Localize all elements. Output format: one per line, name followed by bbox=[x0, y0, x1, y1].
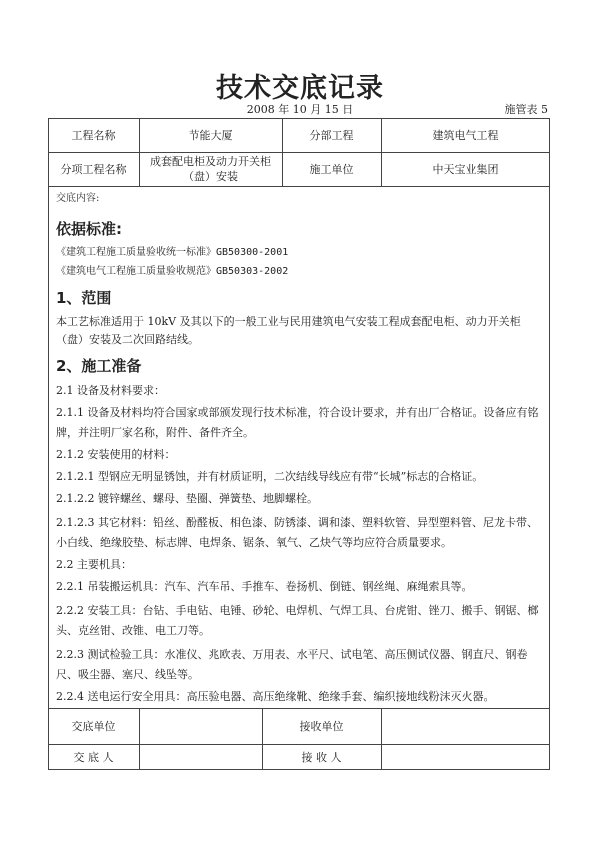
prep-heading: 2、施工准备 bbox=[56, 357, 142, 375]
paragraph: 2.1.2.1 型钢应无明显锈蚀，并有材质证明，二次结线导线应有带“长城”标志的合格证。 bbox=[56, 470, 484, 483]
handover-person-value bbox=[139, 744, 262, 770]
handover-unit-label: 交底单位 bbox=[71, 719, 116, 733]
receiver-unit-value bbox=[381, 708, 550, 744]
handover-person-label: 交 底 人 bbox=[73, 750, 114, 764]
paragraph: 2.1.2.2 镀锌螺丝、螺母、垫圈、弹簧垫、地脚螺栓。 bbox=[56, 492, 318, 505]
contractor-value: 中天宝业集团 bbox=[432, 162, 499, 176]
form-number: 施管表 5 bbox=[504, 103, 548, 116]
project-name-label: 工程名称 bbox=[71, 128, 116, 142]
paragraph: 2.2.3 测试检验工具：水准仪、兆欧表、万用表、水平尺、试电笔、高压侧试仪器、钢直尺、钢卷尺、吸尘器、塞尺、线坠等。 bbox=[56, 648, 528, 681]
receiver-person-label: 接 收 人 bbox=[301, 750, 342, 764]
paragraph: 2.1.2.3 其它材料：铅丝、酚醛板、相色漆、防锈漆、调和漆、塑料软管、异型塑料管、尼龙卡带、小白线、绝缘胶垫、标志牌、电焊条、锯条、氧气、乙炔气等均应符合质量要求。 bbox=[56, 516, 538, 549]
scope-text: 本工艺标准适用于 10kV 及其以下的一般工业与民用建筑电气安装工程成套配电柜、动力开关柜（盘）安装及二次回路结线。 bbox=[56, 315, 521, 346]
basis-line: 《建筑工程施工质量验收统一标准》GB50300-2001 bbox=[56, 247, 289, 258]
paragraph: 2.2.1 吊装搬运机具：汽车、汽车吊、手推车、卷扬机、倒链、钢丝绳、麻绳索具等。 bbox=[56, 580, 473, 593]
document-title: 技术交底记录 bbox=[216, 73, 384, 104]
content-label: 交底内容: bbox=[56, 193, 100, 204]
receiver-person-value bbox=[381, 744, 550, 770]
division-label: 分部工程 bbox=[309, 128, 354, 142]
contractor-label: 施工单位 bbox=[309, 162, 354, 176]
subproject-value: 成套配电柜及动力开关柜（盘）安装 bbox=[150, 155, 271, 183]
paragraph: 2.1 设备及材料要求： bbox=[56, 384, 165, 397]
basis-heading: 依据标准: bbox=[56, 220, 122, 238]
table-line bbox=[48, 186, 550, 187]
receiver-unit-label: 接收单位 bbox=[299, 719, 344, 733]
paragraph: 2.2 主要机具： bbox=[56, 558, 132, 571]
paragraph: 2.1.2 安装使用的材料： bbox=[56, 448, 176, 461]
basis-line: 《建筑电气工程施工质量验收规范》GB50303-2002 bbox=[56, 266, 289, 277]
subproject-label: 分项工程名称 bbox=[60, 162, 127, 176]
document-date: 2008 年 10 月 15 日 bbox=[246, 103, 354, 116]
paragraph: 2.2.4 送电运行安全用具：高压验电器、高压绝缘靴、绝缘手套、编织接地线粉沫灭火器。 bbox=[56, 690, 495, 703]
division-value: 建筑电气工程 bbox=[432, 128, 499, 142]
project-name-value: 节能大厦 bbox=[188, 128, 233, 142]
handover-unit-value bbox=[139, 708, 262, 744]
scope-heading: 1、范围 bbox=[56, 289, 112, 307]
paragraph: 2.2.2 安装工具：台钻、手电钻、电锤、砂轮、电焊机、气焊工具、台虎钳、锉刀、搬手、钢锯、榔头、克丝钳、改锥、电工刀等。 bbox=[56, 604, 539, 637]
paragraph: 2.1.1 设备及材料均符合国家或部颁发现行技术标准，符合设计要求，并有出厂合格证。设备应有铭牌，并注明厂家名称，附件、备件齐全。 bbox=[56, 406, 539, 439]
